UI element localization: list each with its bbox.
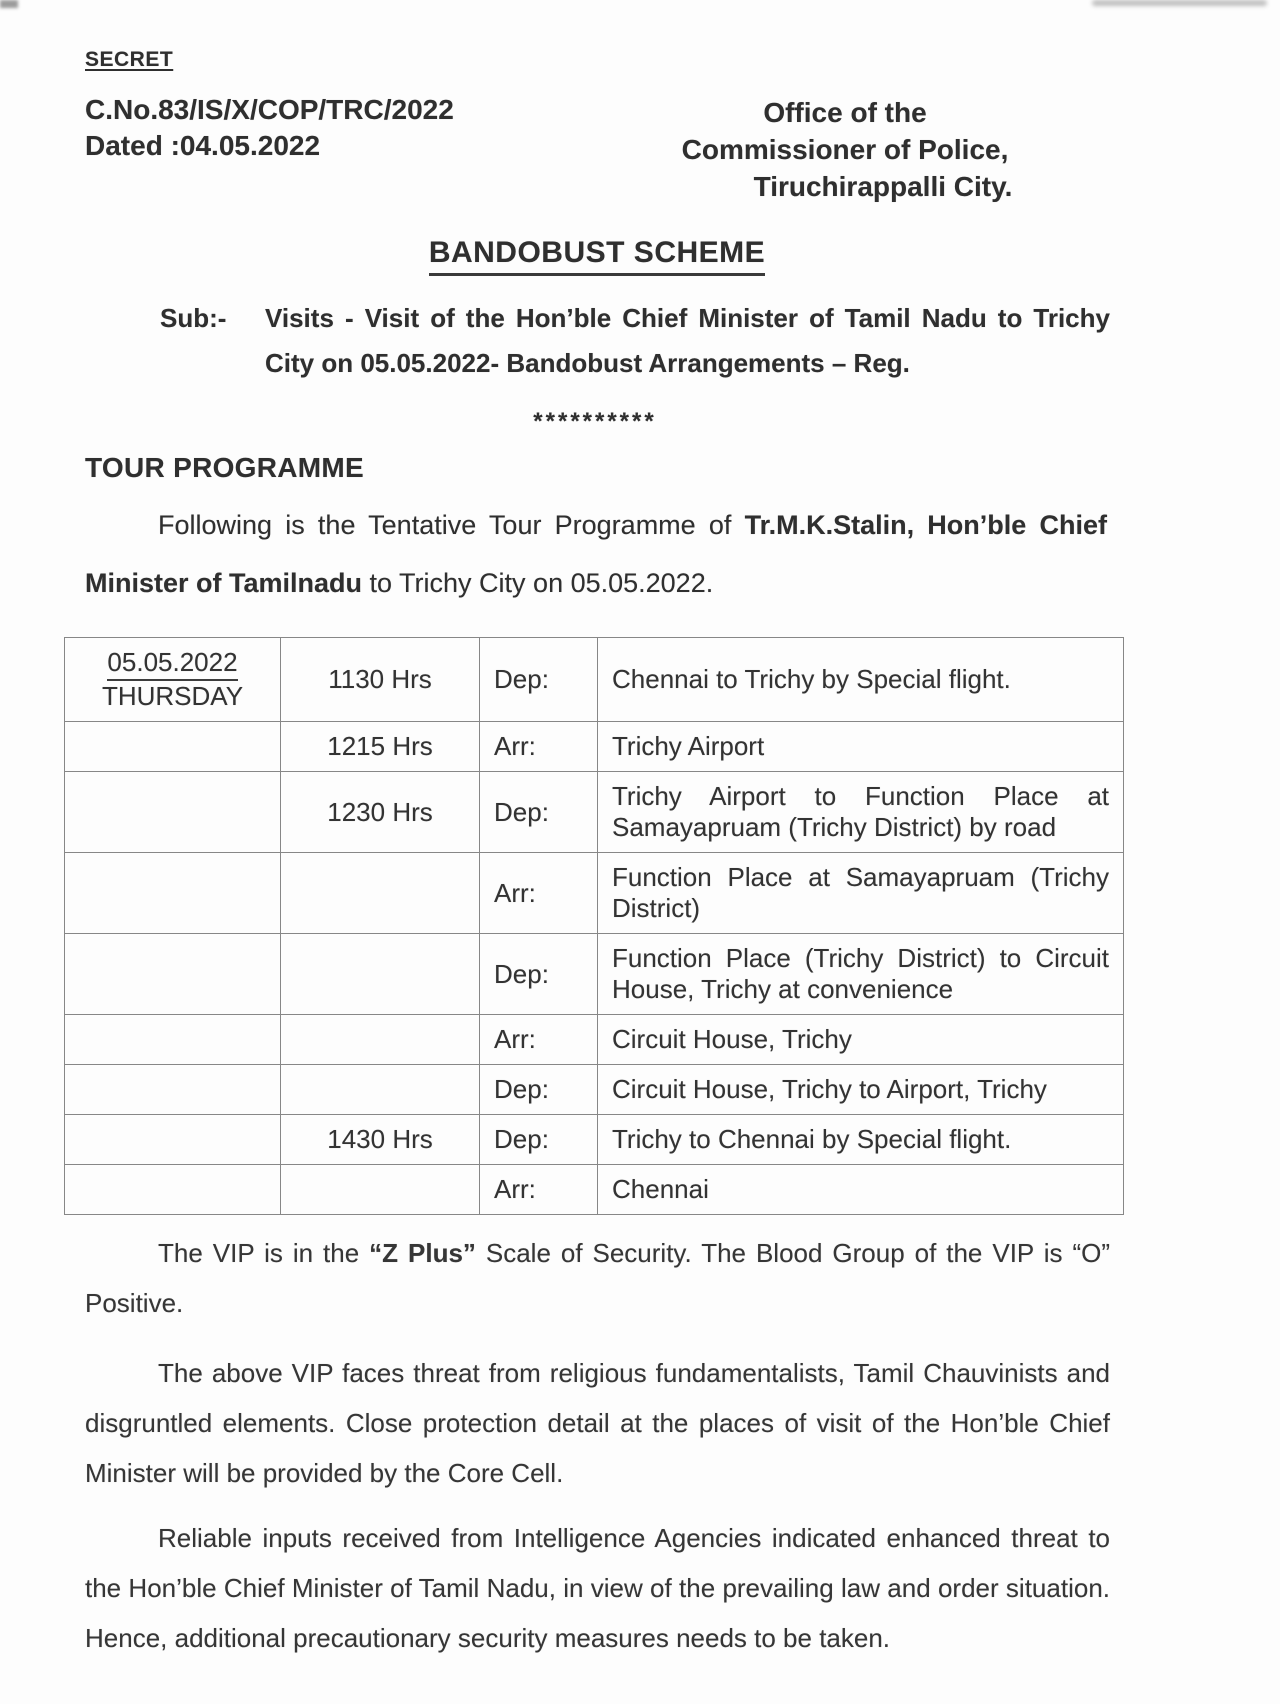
subject-label: Sub:- [160, 303, 227, 333]
movement-label-cell: Arr: [480, 1015, 598, 1065]
time-cell: 1130 Hrs [281, 638, 480, 722]
paragraph-threat: The above VIP faces threat from religious fundamentalists, Tamil Chauvinists and disgruntled elements. Close protection detail at the places of visit of the Hon’ble Chief Minister will be provided by the Core Cell. [85, 1358, 1110, 1488]
tour-day: THURSDAY [101, 681, 244, 711]
paragraph-intel-inputs: Reliable inputs received from Intelligence Agencies indicated enhanced threat to the Hon’ble Chief Minister of Tamil Nadu, in view of the prevailing law and order situation. Hence, additional precautionary security measures needs to be taken. [85, 1523, 1110, 1653]
security-post: Scale of Security. The Blood Group of the VIP is “O” Positive. [85, 1238, 1111, 1318]
date-line: Dated :04.05.2022 [85, 130, 321, 161]
security-emphasis: “Z Plus” [369, 1238, 476, 1268]
date-cell [65, 638, 281, 722]
table-row [65, 1115, 1124, 1165]
date-cell-empty [65, 1065, 281, 1115]
movement-label-cell: Dep: [480, 1065, 598, 1115]
paragraph-security [85, 1228, 1110, 1328]
movement-label-cell: Dep: [480, 638, 598, 722]
reference-number: C.No.83/IS/X/COP/TRC/2022 [85, 94, 454, 125]
movement-label-cell: Arr: [480, 1165, 598, 1215]
time-cell [281, 853, 480, 934]
office-line: Tiruchirappalli City. [753, 171, 1013, 202]
office-line: Commissioner of Police, [681, 134, 1009, 165]
movement-detail-cell: Chennai [598, 1165, 1124, 1215]
reference-block [85, 92, 454, 164]
table-row [65, 1065, 1124, 1115]
time-cell: 1430 Hrs [281, 1115, 480, 1165]
security-pre: The VIP is in the [158, 1238, 370, 1268]
intro-emphasis: Tr.M.K.Stalin, Hon’ble Chief Minister of Tamilnadu [85, 510, 1107, 598]
separator-stars: ********** [533, 408, 657, 435]
date-cell-empty [65, 853, 281, 934]
movement-detail-cell: Trichy to Chennai by Special flight. [598, 1115, 1124, 1165]
time-cell: 1230 Hrs [281, 772, 480, 853]
time-cell [281, 934, 480, 1015]
title-wrap [0, 236, 1194, 276]
table-row [65, 1015, 1124, 1065]
movement-detail-cell: Circuit House, Trichy to Airport, Trichy [598, 1065, 1124, 1115]
time-cell [281, 1065, 480, 1115]
date-cell-empty [65, 1165, 281, 1215]
office-address [635, 94, 1055, 205]
tour-date: 05.05.2022 [107, 647, 237, 681]
movement-detail-cell: Function Place at Samayapruam (Trichy District) [598, 853, 1124, 934]
movement-detail-cell: Chennai to Trichy by Special flight. [598, 638, 1124, 722]
office-line: Office of the [763, 97, 927, 128]
classification-label: SECRET [85, 48, 174, 71]
intro-post: to Trichy City on 05.05.2022. [362, 568, 714, 598]
date-cell-empty [65, 772, 281, 853]
scan-artifact-top-left [0, 0, 18, 8]
table-row [65, 934, 1124, 1015]
table-row [65, 638, 1124, 722]
table-row [65, 722, 1124, 772]
document-title: BANDOBUST SCHEME [429, 236, 765, 276]
movement-label-cell: Dep: [480, 772, 598, 853]
movement-detail-cell: Trichy Airport to Function Place at Samayapruam (Trichy District) by road [598, 772, 1124, 853]
section-heading: TOUR PROGRAMME [85, 452, 365, 483]
intro-pre: Following is the Tentative Tour Programme of [158, 510, 745, 540]
date-cell-empty [65, 1115, 281, 1165]
time-cell [281, 1165, 480, 1215]
movement-label-cell: Arr: [480, 853, 598, 934]
subject-text: Visits - Visit of the Hon’ble Chief Minister of Tamil Nadu to Trichy City on 05.05.2022- Bandobust Arrangements – Reg. [265, 303, 1110, 378]
intro-paragraph [85, 496, 1107, 612]
movement-detail-cell: Trichy Airport [598, 722, 1124, 772]
time-cell: 1215 Hrs [281, 722, 480, 772]
subject-row [160, 296, 1110, 386]
movement-label-cell: Dep: [480, 934, 598, 1015]
table-row [65, 853, 1124, 934]
movement-label-cell: Dep: [480, 1115, 598, 1165]
movement-detail-cell: Function Place (Trichy District) to Circuit House, Trichy at convenience [598, 934, 1124, 1015]
movement-detail-cell: Circuit House, Trichy [598, 1015, 1124, 1065]
date-cell-empty [65, 1015, 281, 1065]
table-row [65, 772, 1124, 853]
tour-programme-table [64, 637, 1124, 1215]
scan-artifact-top-right [1092, 0, 1267, 6]
date-cell-empty [65, 934, 281, 1015]
time-cell [281, 1015, 480, 1065]
movement-label-cell: Arr: [480, 722, 598, 772]
table-row [65, 1165, 1124, 1215]
date-cell-empty [65, 722, 281, 772]
